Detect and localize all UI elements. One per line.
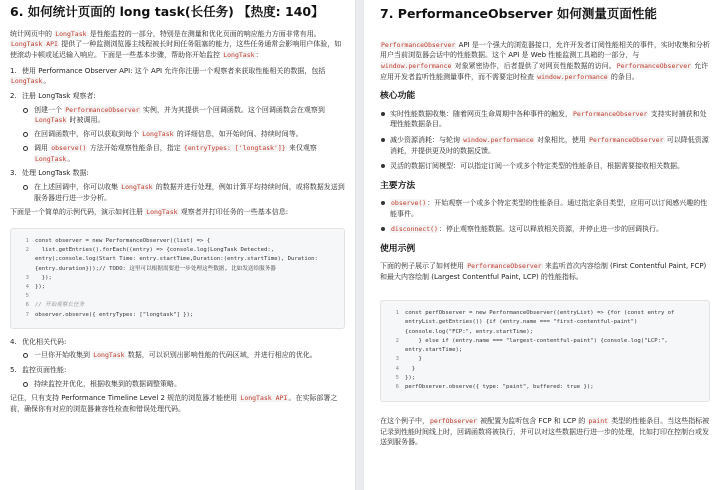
code-line bbox=[387, 309, 699, 337]
sub-list bbox=[32, 350, 345, 361]
code-text: } bbox=[405, 356, 422, 363]
inline-code: window.performance bbox=[463, 135, 534, 144]
line-number: 3 bbox=[25, 274, 29, 281]
core-feature-item bbox=[380, 161, 710, 172]
code-text: perfObserver.observe({ type: "paint", buffered: true }); bbox=[405, 383, 594, 390]
line-number: 2 bbox=[25, 247, 29, 254]
text-run: 的条目。 bbox=[608, 72, 639, 81]
code-line bbox=[17, 311, 334, 320]
text-run: ：停止观察性能数据。这可以释放相关资源，并停止进一步的回调执行。 bbox=[438, 225, 663, 233]
left-document-page bbox=[0, 0, 356, 490]
text-run: 灵活的数据订阅模型：可以指定订阅一个或多个特定类型的性能条目，根据需要接收相关数据。 bbox=[390, 162, 684, 171]
code-text: const perfObserver = new PerformanceObserver((entryList) => {for (const entry of entryList.getEntries()) {if (entry.name === "first-contentful-paint") {console.log("FCP:", entry.startTime); bbox=[405, 310, 678, 335]
inline-code: PerformanceObserver bbox=[589, 135, 664, 144]
intro-paragraph bbox=[380, 40, 710, 83]
line-number: 6 bbox=[25, 302, 29, 309]
code-line bbox=[17, 283, 334, 292]
sub-list bbox=[32, 105, 345, 165]
core-feature-item bbox=[380, 109, 710, 130]
code-text: list.getEntries().forEach((entry) => {console.log(LongTask Detected:, entry);console.log(Start Time: entry.startTime,Duration:(entry.startTime), Duration: {entry.duration}));// TODO: 这里可以根据需要进一步处理这些数据, 比如发送给服务器 bbox=[35, 247, 322, 272]
step-item: 4. 优化相关代码: 一旦你开始收集到 LongTask 数据，可以识别出影响性能的代码区域，并进行相应的优化。 bbox=[10, 337, 345, 361]
steps-list-continued bbox=[10, 337, 345, 389]
step-item: 2. 注册 LongTask 观察者: 创建一个 PerformanceObserver 实例，并为其提供一个回调函数。这个回调函数会在观察到 LongTask 时被调用。 在回调函数中，你可以获取到每个 LongTask 的详细信息，如开始时间、持续时间等。 调用 observe() 方法开始观察性能条目，指定 {entryTypes: ['longtask']} 来仅观察 LongTask。 bbox=[10, 91, 345, 164]
inline-code: observe() bbox=[391, 198, 427, 207]
code-line bbox=[17, 237, 334, 246]
code-line bbox=[17, 246, 334, 274]
core-features-list bbox=[380, 109, 710, 172]
text-run: 对象紧密协作，后者提供了对网页性能数据的访问。 bbox=[452, 61, 616, 70]
sub-list-item: 在回调函数中，你可以获取到每个 LongTask 的详细信息，如开始时间、持续时间等。 bbox=[32, 129, 345, 140]
text-run: 类型的性能条目。当这些指标被记录到性能时间线上时，回调函数将被执行，并可以对这些数据进行进一步的处理，比如打印在控制台或发送到服务器。 bbox=[380, 417, 710, 447]
code-line bbox=[387, 337, 699, 355]
code-line bbox=[387, 383, 699, 392]
page-title: 6. 如何统计页面的 long task(长任务) 【热度: 140】 bbox=[10, 4, 324, 19]
line-number: 6 bbox=[395, 383, 399, 390]
sub-list bbox=[32, 379, 345, 390]
inline-code: paint bbox=[588, 417, 609, 426]
sub-list-item: 调用 observe() 方法开始观察性能条目，指定 {entryTypes: ['longtask']} 来仅观察 LongTask。 bbox=[32, 143, 345, 165]
text-run: 对象相比，使用 bbox=[534, 135, 589, 144]
step-item: 5. 监控页面性能: 持续监控并优化，根据收集到的数据调整策略。 bbox=[10, 365, 345, 389]
code-text: const observer = new PerformanceObserver((list) => { bbox=[35, 237, 211, 244]
line-number: 1 bbox=[395, 310, 399, 317]
sub-list-item: 持续监控并优化，根据收集到的数据调整策略。 bbox=[32, 379, 345, 390]
inline-code: PerformanceObserver bbox=[381, 40, 456, 49]
code-block bbox=[10, 228, 345, 329]
inline-code: PerformanceObserver bbox=[616, 61, 692, 70]
inline-code: window.performance bbox=[381, 61, 452, 70]
line-number: 4 bbox=[25, 283, 29, 290]
line-number: 1 bbox=[25, 237, 29, 244]
code-block bbox=[380, 300, 710, 402]
code-text: observer.observe({ entryTypes: ["longtask"] }); bbox=[35, 311, 194, 318]
line-number: 4 bbox=[395, 365, 399, 372]
right-document-page bbox=[364, 0, 720, 490]
methods-list bbox=[380, 198, 710, 235]
code-line bbox=[387, 355, 699, 364]
line-number: 3 bbox=[395, 356, 399, 363]
text-run: 在这个例子中， bbox=[380, 417, 429, 426]
text-run: 下面的例子展示了如何使用 bbox=[380, 261, 467, 270]
example-intro bbox=[380, 261, 710, 282]
text-run: 支持实时捕获和处理性能数据条目。 bbox=[390, 109, 707, 129]
inline-code: PerformanceObserver bbox=[467, 261, 542, 270]
section-heading: 使用示例 bbox=[380, 243, 416, 254]
code-line bbox=[387, 374, 699, 383]
code-line bbox=[17, 292, 334, 301]
inline-code: PerformanceObserver bbox=[573, 109, 648, 118]
line-number: 7 bbox=[25, 311, 29, 318]
line-number: 2 bbox=[395, 337, 399, 344]
line-number: 5 bbox=[25, 293, 29, 300]
code-text: }); bbox=[405, 374, 416, 381]
code-text: // 开始观察长任务 bbox=[35, 302, 85, 309]
code-text: }); bbox=[35, 274, 52, 281]
sub-list bbox=[32, 182, 345, 203]
example-intro: 下面是一个简单的示例代码，演示如何注册 LongTask 观察者并打印任务的一些基本信息: bbox=[10, 208, 289, 217]
text-run: API 是一个强大的浏览器接口，允许开发者订阅性能相关的事件，实时收集和分析用户当前浏览器会话中的性能数据。这个 API 是 Web 性能监测工具箱的一部分，与 bbox=[380, 40, 710, 60]
inline-code: perfObserver bbox=[430, 417, 477, 426]
line-number: 5 bbox=[395, 374, 399, 381]
text-run: 可以降低资源消耗，并提供更及时的数据反馈。 bbox=[390, 135, 709, 155]
text-run: 来监听首次内容绘制 (First Contentful Paint, FCP) 和最大内容绘制 (Largest Contentful Paint, LCP) 的性能指标。 bbox=[380, 261, 707, 281]
text-run: 允许应用开发者监听性能测量事件，而不需要定时检查 bbox=[380, 61, 709, 81]
step-item: 3. 处理 LongTask 数据: 在上述回调中，你可以收集 LongTask 的数据并进行处理，例如计算平均持续时间，或将数据发送到服务器进行进一步分析。 bbox=[10, 169, 345, 202]
section-heading: 核心功能 bbox=[380, 91, 416, 102]
code-line bbox=[17, 301, 334, 310]
text-run: 被配置为监听包含 FCP 和 LCP 的 bbox=[477, 417, 588, 426]
sub-list-item: 创建一个 PerformanceObserver 实例，并为其提供一个回调函数。这个回调函数会在观察到 LongTask 时被调用。 bbox=[32, 105, 345, 127]
step-item: 1. 使用 Performance Observer API: 这个 API 允许你注册一个观察者来获取性能相关的数据，包括 LongTask。 bbox=[10, 66, 326, 86]
core-feature-item bbox=[380, 135, 710, 156]
text-run: ：开始观察一个或多个特定类型的性能条目。通过指定条目类型，应用可以订阅感兴趣的性能事件。 bbox=[390, 198, 708, 218]
method-item bbox=[380, 198, 710, 219]
page-title: 7. PerformanceObserver 如何测量页面性能 bbox=[380, 6, 657, 21]
sub-list-item: 在上述回调中，你可以收集 LongTask 的数据并进行处理，例如计算平均持续时间，或将数据发送到服务器进行进一步分析。 bbox=[34, 182, 345, 202]
example-explanation bbox=[380, 416, 710, 448]
code-text: } else if (entry.name === "largest-contentful-paint") {console.log("LCP:", entry.startTime); bbox=[405, 337, 672, 354]
sub-list-item: 一旦你开始收集到 LongTask 数据，可以识别出影响性能的代码区域，并进行相应的优化。 bbox=[32, 350, 345, 361]
code-text: } bbox=[405, 365, 416, 372]
section-heading: 主要方法 bbox=[380, 180, 416, 191]
code-text bbox=[35, 292, 334, 301]
closing-note: 记住，只有支持 Performance Timeline Level 2 规范的浏览器才能使用 LongTask API。在实际部署之前，确保你有对应的浏览器兼容性检查和错误处理代码。 bbox=[10, 394, 338, 413]
intro-paragraph: 统计网页中的 LongTask 是性能监控的一部分，特别是在测量和优化页面的响应能力方面非常有用。LongTask API 提供了一种监测浏览器主线程被长时间任务阻塞的能力，这些任务通常会影响用户体验，如使滚动卡顿或延迟输入响应。下面是一些基本步骤，帮助你开始监控 LongTask： bbox=[10, 29, 342, 60]
code-line bbox=[387, 365, 699, 374]
method-item bbox=[380, 224, 710, 235]
inline-code: window.performance bbox=[537, 72, 608, 81]
text-run: 减少资源消耗：与轮询 bbox=[390, 135, 463, 144]
code-line bbox=[17, 274, 334, 283]
inline-code: disconnect() bbox=[391, 225, 438, 233]
steps-list bbox=[10, 66, 345, 203]
text-run: 实时性能数据收集：随着网页生命周期中各种事件的触发， bbox=[390, 109, 572, 118]
code-text: }); bbox=[35, 283, 46, 290]
